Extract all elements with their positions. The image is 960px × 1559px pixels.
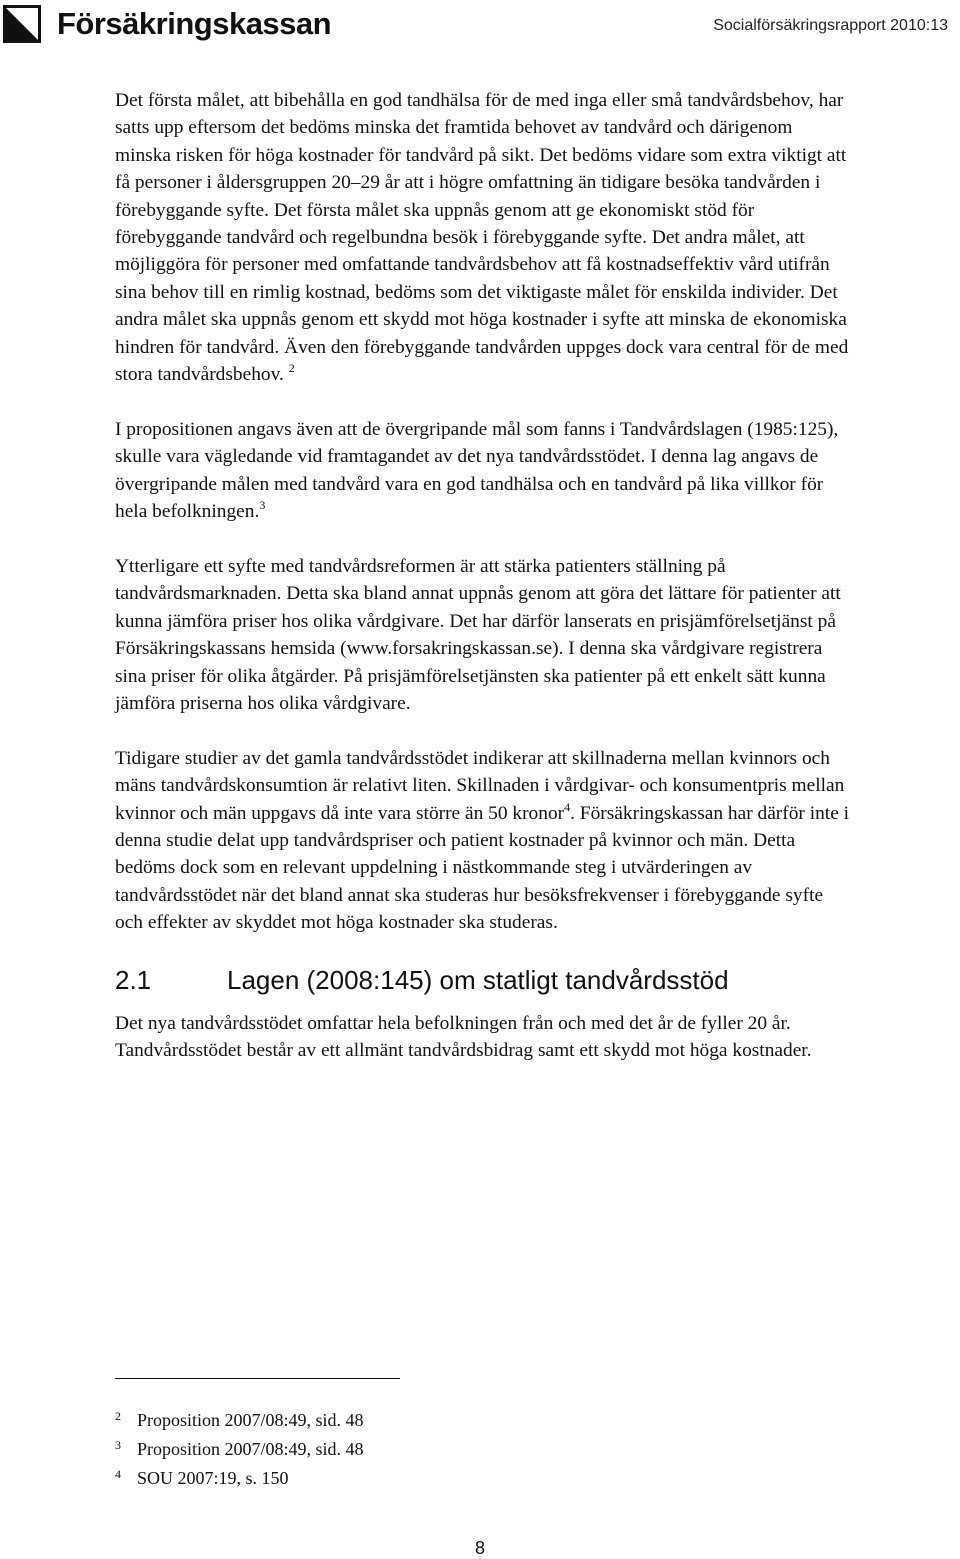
paragraph-4	[115, 745, 850, 937]
main-content	[115, 87, 850, 1065]
paragraph-2-text: I propositionen angavs även att de övergripande mål som fanns i Tandvårdslagen (1985:125), skulle vara vägledande vid framtagandet av det nya tandvårdsstödet. I denna lag angavs de övergripande målen med tandvård vara en god tandhälsa och en tandvård på lika villkor för hela befolkningen.	[115, 418, 839, 523]
footnote-number: 4	[115, 1467, 121, 1481]
report-title: Socialförsäkringsrapport 2010:13	[713, 17, 948, 34]
page-number: 8	[474, 1538, 485, 1558]
footnote-text: SOU 2007:19, s. 150	[137, 1468, 289, 1488]
paragraph-2	[115, 416, 850, 526]
section-paragraph: Det nya tandvårdsstödet omfattar hela befolkningen från och med det år de fyller 20 år. Tandvårdsstödet består av ett allmänt tandvårdsbidrag samt ett skydd mot höga kostnader.	[115, 1012, 812, 1062]
section-number: 2.1	[115, 964, 152, 995]
paragraph-1	[115, 87, 850, 388]
logo	[3, 3, 331, 45]
brand-name: Försäkringskassan	[57, 6, 332, 41]
footnote-item	[115, 1439, 364, 1468]
paragraph-4-text-a: Tidigare studier av det gamla tandvårdsstödet indikerar att skillnaderna mellan kvinnors och mäns tandvårdskonsumtion är relativt liten. Skillnaden i vårdgivar- och konsumentpris mellan kvinnor och män uppgavs då inte vara större än 50 kronor	[115, 747, 845, 824]
footnote-number: 3	[115, 1438, 121, 1452]
paragraph-1-text: Det första målet, att bibehålla en god tandhälsa för de med inga eller små tandvårdsbehov, har satts upp eftersom det bedöms minska det framtida behovet av tandvård och därigenom minska risken för höga kostnader för tandvård på sikt. Det bedöms vidare som extra viktigt att få personer i åldersgruppen 20–29 år att i högre omfattning än tidigare besöka tandvården i förebyggande syfte. Det första målet ska uppnås genom att ge ekonomiskt stöd för förebyggande tandvård och regelbundna besök i förebyggande syfte. Det andra målet, att möjliggöra för personer med omfattande tandvårdsbehov att få kostnadseffektiv vård utifrån sina behov till en rimlig kostnad, bedöms som det viktigaste målet för enskilda individer. Det andra målet ska uppnås genom ett skydd mot höga kostnader i syfte att minska de ekonomiska hindren för tandvård. Även den förebyggande tandvården uppges dock vara central för de med stora tandvårdsbehov.	[115, 90, 849, 386]
footnote-text: Proposition 2007/08:49, sid. 48	[137, 1439, 364, 1459]
footnotes	[115, 1410, 364, 1497]
paragraph-4-text-b: . Försäkringskassan har därför inte i denna studie delat upp tandvårdspriser och patient kostnader på kvinnor och män. Detta bedöms dock som en relevant uppdelning i nästkommande steg i utvärderingen av tandvårdsstödet när det bland annat ska studeras hur besöksfrekvenser i förebyggande syfte och effekter av skyddet mot höga kostnader ska studeras.	[115, 802, 850, 934]
paragraph-3: Ytterligare ett syfte med tandvårdsreformen är att stärka patienters ställning på tandvårdsmarknaden. Detta ska bland annat uppnås genom att göra det lättare för patienter att kunna jämföra priser hos olika vårdgivare. Det har därför lanserats en prisjämförelsetjänst på Försäkringskassans hemsida (www.forsakringskassan.se). I denna ska vårdgivare registrera sina priser för olika åtgärder. På prisjämförelsetjänsten ska patienter på ett enkelt sätt kunna jämföra priserna hos olika vårdgivare.	[115, 555, 841, 714]
section-title: Lagen (2008:145) om statligt tandvårdsstöd	[227, 964, 729, 995]
footnote-item	[115, 1410, 364, 1439]
footnote-ref-2: 2	[288, 361, 295, 376]
footnote-ref-4: 4	[564, 799, 571, 814]
footnote-number: 2	[115, 1409, 121, 1423]
footnote-text: Proposition 2007/08:49, sid. 48	[137, 1410, 364, 1430]
footnote-divider	[115, 1378, 400, 1379]
footnote-ref-3: 3	[259, 498, 266, 513]
section-heading	[115, 964, 850, 996]
footnote-item	[115, 1468, 364, 1497]
logo-mark-icon	[3, 5, 41, 43]
